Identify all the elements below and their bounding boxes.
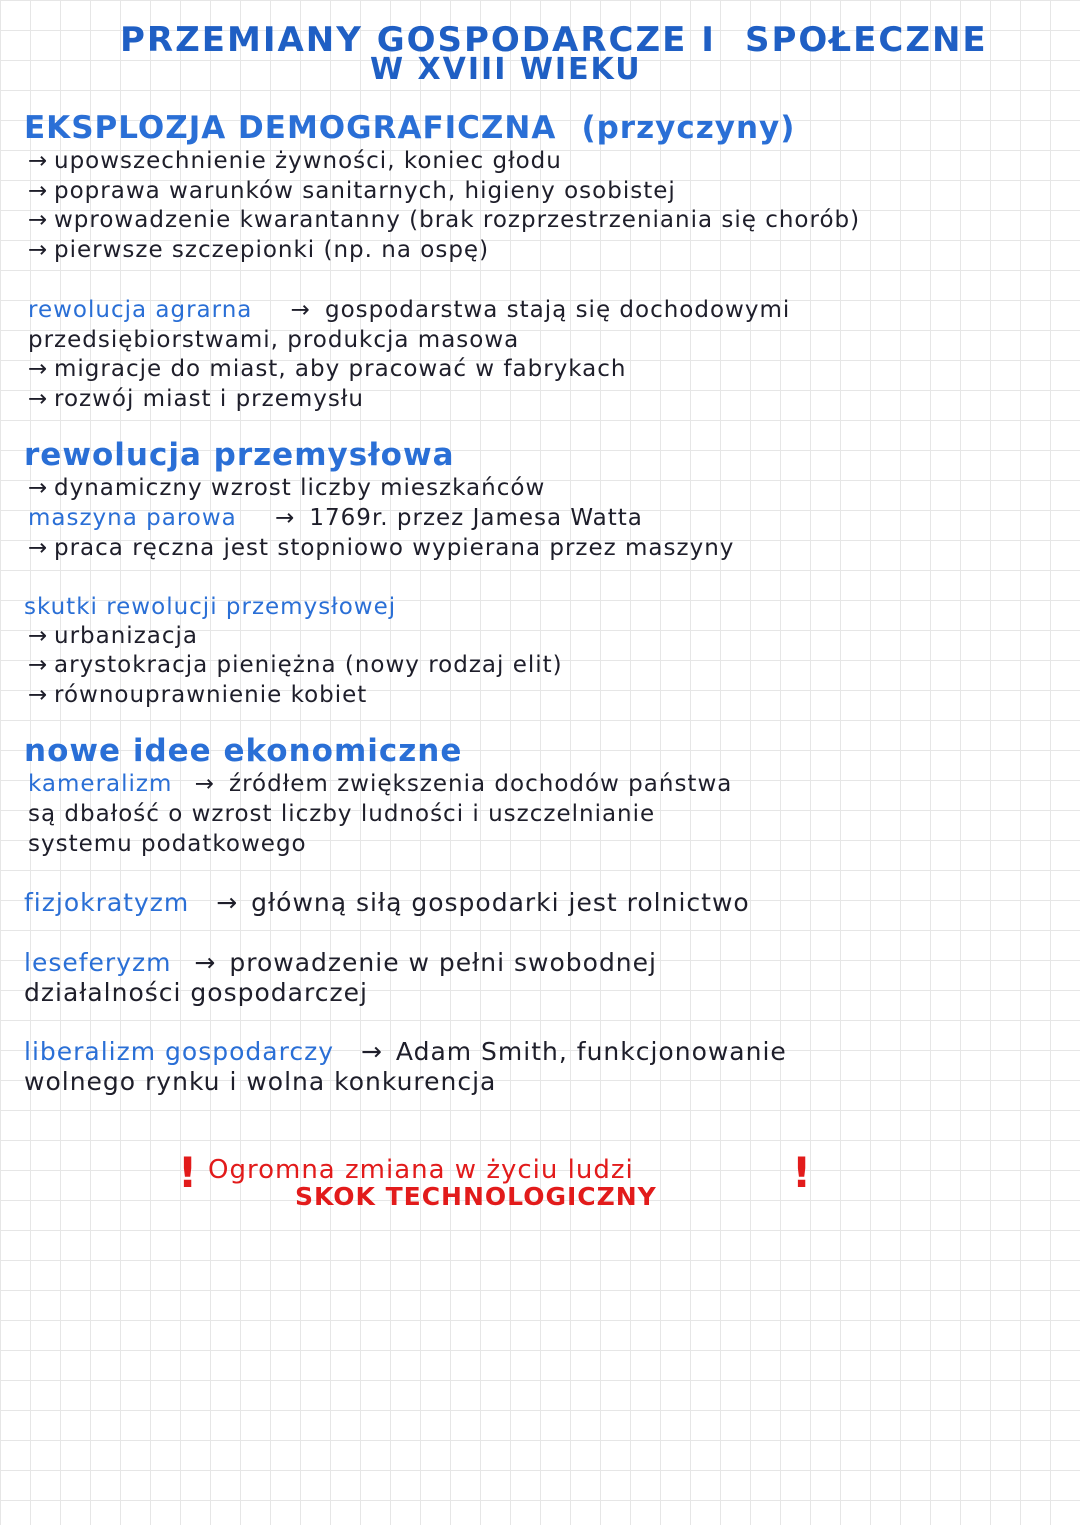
arrow-icon: → [28,682,49,708]
list-item: → pierwsze szczepionki (np. na ospę) [28,237,490,263]
list-item: → poprawa warunków sanitarnych, higieny osobistej [28,178,676,204]
footer-line2: SKOK TECHNOLOGICZNY [295,1182,657,1211]
section-heading-paren: (przyczyny) [581,110,796,146]
list-item: → urbanizacja [28,623,198,649]
arrow-icon: → [28,178,49,204]
section-heading: skutki rewolucji przemysłowej [24,594,397,620]
page-title-part2: SPOŁECZNE [745,20,988,60]
arrow-icon: → [28,356,49,382]
arrow-icon: → [28,535,49,561]
page-title: PRZEMIANY GOSPODARCZE I [120,20,716,60]
list-item: → upowszechnienie żywności, koniec głodu [28,148,562,174]
arrow-icon: → [275,505,296,531]
term-kameralizm: kameralizm [28,771,173,797]
arrow-icon: → [28,623,49,649]
arrow-icon: → [28,237,49,263]
leseferyzm-line2: działalności gospodarczej [24,978,368,1007]
rewolucja-agrarna-line1: rewolucja agrarna → gospodarstwa stają się dochodowymi [28,297,791,323]
leseferyzm-line1: leseferyzm → prowadzenie w pełni swobodnej [24,948,657,977]
term-rewolucja-agrarna: rewolucja agrarna [28,297,253,323]
arrow-icon: → [360,1037,383,1066]
liberalizm-line1: liberalizm gospodarczy → Adam Smith, funkcjonowanie [24,1037,787,1066]
term-fizjokratyzm: fizjokratyzm [24,888,190,917]
section-demografia [24,110,795,146]
maszyna-parowa-line: maszyna parowa → 1769r. przez Jamesa Watta [28,505,643,531]
list-item: → wprowadzenie kwarantanny (brak rozprzestrzeniania się chorób) [28,207,861,233]
list-item: → równouprawnienie kobiet [28,682,368,708]
kameralizm-line3: systemu podatkowego [28,831,307,857]
exclamation-right: ! [792,1148,812,1197]
exclamation-left: ! [178,1148,198,1197]
term-liberalizm: liberalizm gospodarczy [24,1037,334,1066]
arrow-icon: → [194,948,217,977]
list-item: → arystokracja pieniężna (nowy rodzaj elit) [28,652,563,678]
arrow-icon: → [194,771,215,797]
term-maszyna-parowa: maszyna parowa [28,505,237,531]
section-heading: rewolucja przemysłowa [24,437,455,473]
footer-line1: Ogromna zmiana w życiu ludzi [208,1155,634,1185]
list-item: → rozwój miast i przemysłu [28,386,364,412]
arrow-icon: → [28,386,49,412]
section-heading: EKSPLOZJA DEMOGRAFICZNA [24,110,557,146]
rewolucja-agrarna-line2: przedsiębiorstwami, produkcja masowa [28,327,520,353]
arrow-icon: → [216,888,239,917]
arrow-icon: → [28,148,49,174]
kameralizm-line1: kameralizm → źródłem zwiększenia dochodów państwa [28,771,733,797]
page-subtitle: W XVIII WIEKU [370,52,642,87]
fizjokratyzm-line: fizjokratyzm → główną siłą gospodarki jest rolnictwo [24,888,750,917]
arrow-icon: → [28,207,49,233]
list-item: → dynamiczny wzrost liczby mieszkańców [28,475,546,501]
section-heading: nowe idee ekonomiczne [24,733,463,769]
term-leseferyzm: leseferyzm [24,948,172,977]
arrow-icon: → [28,652,49,678]
list-item: → praca ręczna jest stopniowo wypierana przez maszyny [28,535,735,561]
liberalizm-line2: wolnego rynku i wolna konkurencja [24,1067,497,1096]
list-item: → migracje do miast, aby pracować w fabrykach [28,356,627,382]
arrow-icon: → [28,475,49,501]
arrow-icon: → [290,297,311,323]
kameralizm-line2: są dbałość o wzrost liczby ludności i uszczelnianie [28,801,656,827]
